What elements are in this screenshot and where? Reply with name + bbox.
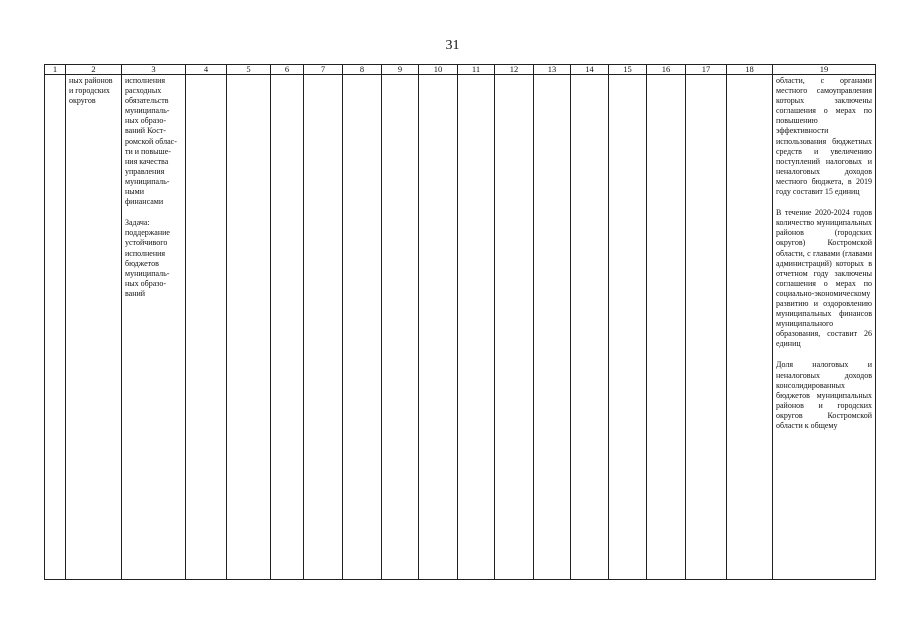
col3-paragraph-2: Задача: поддержание устойчивого исполнения бюджетов муниципаль- ных образо- ваний	[125, 218, 170, 298]
cell-col-3	[122, 75, 186, 580]
cell-col-4	[186, 75, 227, 580]
header-col-4: 4	[186, 65, 227, 75]
header-col-18: 18	[727, 65, 773, 75]
header-col-12: 12	[495, 65, 534, 75]
col2-text: ных районов и городских округов	[69, 76, 113, 106]
cell-col-8	[343, 75, 382, 580]
col19-paragraph-1: области, с органами местного самоуправления которых заключены соглашения о мерах по повышению эффективности использования бюджетных средств и увеличению поступлений налоговых и неналоговых доходов местного бюджета, в 2019 году составит 15 единиц	[776, 76, 872, 197]
cell-col-13	[534, 75, 571, 580]
header-col-17: 17	[686, 65, 727, 75]
cell-col-10	[419, 75, 458, 580]
header-col-16: 16	[647, 65, 686, 75]
cell-col-5	[227, 75, 271, 580]
header-col-15: 15	[609, 65, 647, 75]
header-row	[45, 65, 876, 75]
header-col-10: 10	[419, 65, 458, 75]
cell-col-15	[609, 75, 647, 580]
cell-col-16	[647, 75, 686, 580]
col3-paragraph-1: исполнения расходных обязательств муниципаль- ных образо- ваний Кост- ромской облас- ти и повыше- ния качества управления муниципаль- ными финансами	[125, 76, 177, 207]
header-col-14: 14	[571, 65, 609, 75]
header-col-19: 19	[773, 65, 876, 75]
cell-col-18	[727, 75, 773, 580]
header-col-1: 1	[45, 65, 66, 75]
header-col-7: 7	[304, 65, 343, 75]
page-number: 31	[445, 38, 460, 53]
header-col-9: 9	[382, 65, 419, 75]
header-col-6: 6	[271, 65, 304, 75]
indicators-table	[44, 64, 876, 580]
header-col-3: 3	[122, 65, 186, 75]
cell-col-7	[304, 75, 343, 580]
header-col-13: 13	[534, 65, 571, 75]
cell-col-14	[571, 75, 609, 580]
col19-paragraph-2: В течение 2020-2024 годов количество муниципальных районов (городских округов) Костромской области, с главами (главами администраций) которых в отчетном году заключены соглашения о мерах по социально-экономическому развитию и оздоровлению муниципальных финансов муниципального образования, составит 26 единиц	[776, 208, 872, 349]
cell-col-19	[773, 75, 876, 580]
table-row	[45, 75, 876, 580]
header-col-5: 5	[227, 65, 271, 75]
cell-col-6	[271, 75, 304, 580]
header-col-11: 11	[458, 65, 495, 75]
header-col-8: 8	[343, 65, 382, 75]
cell-col-12	[495, 75, 534, 580]
cell-col-2	[66, 75, 122, 580]
cell-col-9	[382, 75, 419, 580]
cell-col-17	[686, 75, 727, 580]
cell-col-1	[45, 75, 66, 580]
header-col-2: 2	[66, 65, 122, 75]
col19-paragraph-3: Доля налоговых и неналоговых доходов консолидированных бюджетов муниципальных районов и городских округов Костромской области к общему	[776, 360, 872, 430]
cell-col-11	[458, 75, 495, 580]
